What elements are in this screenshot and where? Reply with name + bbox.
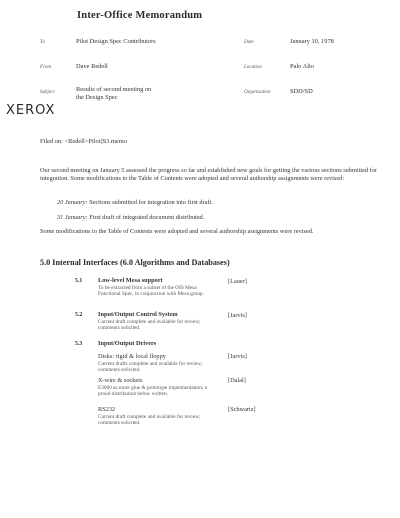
goal-2 bbox=[57, 214, 204, 222]
second-paragraph: Some modifications to the Table of Contents were adopted and several authorship assignments were revised. bbox=[40, 228, 314, 235]
to-value: Pilot Design Spec Contributors bbox=[76, 38, 156, 45]
subitem-disks-desc: Current drafts complete and available for review; comments solicited. bbox=[98, 361, 203, 374]
subitem-disks-owner: [Jarvis] bbox=[228, 353, 247, 360]
from-value: Dave Redell bbox=[76, 63, 108, 70]
goal-1 bbox=[57, 199, 213, 207]
subitem-xwire-desc: E3000 as more glue & prototype implementation; a proud distribution below written. bbox=[98, 385, 208, 398]
item-5-2-number: 5.2 bbox=[75, 312, 83, 318]
location-value: Palo Alto bbox=[290, 63, 314, 70]
goal-2-date: 31 January: bbox=[57, 214, 88, 221]
section-heading: 5.0 Internal Interfaces (6.0 Algorithms and Databases) bbox=[40, 258, 230, 267]
organization-value: SDD/SD bbox=[290, 88, 313, 95]
filed-on: Filed on: <Redell>Pilot]S3.memo bbox=[40, 138, 127, 145]
subitem-disks-title: Disks: rigid & local floppy bbox=[98, 353, 166, 360]
goal-2-text: First draft of integrated document distributed. bbox=[89, 214, 205, 221]
item-5-1-title: Low-level Mesa support bbox=[98, 277, 163, 284]
location-label: Location bbox=[244, 65, 262, 70]
item-5-2-owner: [Jarvis] bbox=[228, 312, 247, 319]
subitem-xwire-owner: [Dalal] bbox=[228, 377, 246, 384]
organization-label: Organization bbox=[244, 90, 271, 95]
subject-line-2: the Design Spec bbox=[76, 94, 118, 101]
subitem-rs232-owner: [Schwartz] bbox=[228, 406, 256, 413]
to-label: To bbox=[40, 40, 45, 45]
item-5-2-desc: Current draft complete and available for review; comments solicited. bbox=[98, 319, 201, 332]
subject-line-1: Results of second meeting on bbox=[76, 86, 152, 93]
item-5-3-title: Input/Output Drivers bbox=[98, 340, 157, 347]
goal-1-date: 20 January: bbox=[57, 199, 88, 206]
subitem-rs232-title: RS232 bbox=[98, 406, 116, 413]
date-value: January 10, 1978 bbox=[290, 38, 334, 45]
subitem-rs232-desc: Current draft complete and available for review; comments solicited. bbox=[98, 414, 201, 427]
memo-title: Inter-Office Memorandum bbox=[77, 10, 203, 21]
subject-label: Subject bbox=[40, 90, 55, 95]
item-5-1-number: 5.1 bbox=[75, 278, 83, 284]
from-label: From bbox=[40, 65, 51, 70]
xerox-logo: XEROX bbox=[6, 103, 56, 118]
item-5-1-desc: To be extracted from a subset of the OIS Mesa Functional Spec, in conjunction with Mesa group. bbox=[98, 285, 204, 298]
item-5-3-number: 5.3 bbox=[75, 341, 83, 347]
goal-1-text: Sections submitted for integration into first draft. bbox=[89, 199, 213, 206]
item-5-2-title: Input/Output Control System bbox=[98, 311, 178, 318]
date-label: Date bbox=[244, 40, 254, 45]
subitem-xwire-title: X-wire & sockets bbox=[98, 377, 143, 384]
intro-paragraph: Our second meeting on January 5 assessed the progress so far and established new goals for getting the various sections submitted for integration. Some modifications to the Table of Contents were adopted and several authorship assignments were revised: bbox=[40, 167, 377, 182]
item-5-1-owner: [Lauer] bbox=[228, 278, 247, 285]
